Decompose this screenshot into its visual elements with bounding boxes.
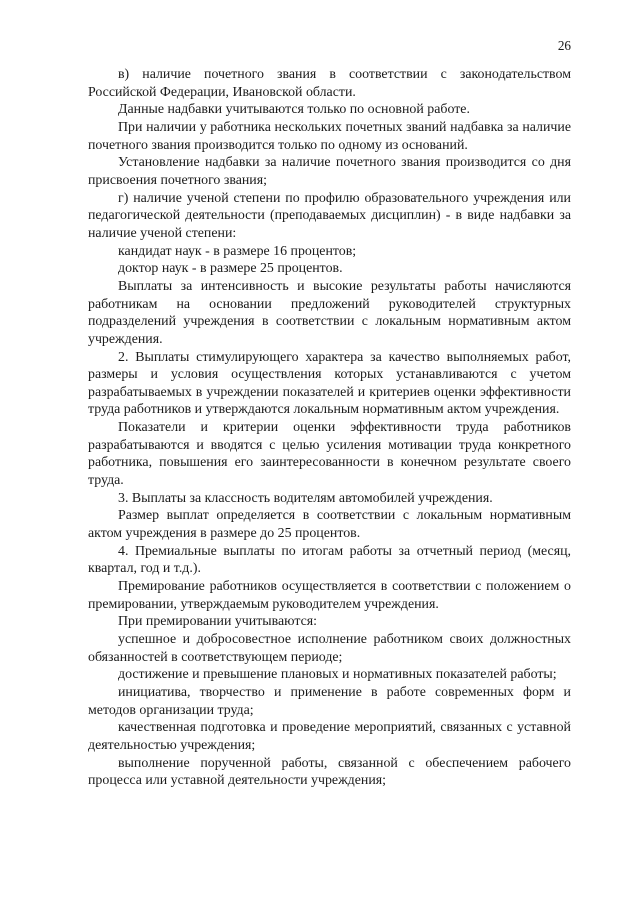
paragraph: При премировании учитываются: xyxy=(118,614,318,630)
paragraph: Премирование работников осуществляется в соответствии с положением о премировании, утверждаемым руководителем учреждения. xyxy=(88,579,571,612)
paragraph: г) наличие ученой степени по профилю образовательного учреждения или педагогической деятельности (преподаваемых дисциплин) - в виде надбавки за наличие ученой степени: xyxy=(88,190,571,241)
paragraph: При наличии у работника нескольких почетных званий надбавка за наличие почетного звания производится только по одному из оснований. xyxy=(88,119,571,153)
paragraph: успешное и добросовестное исполнение работником своих должностных обязанностей в соответствующем периоде; xyxy=(88,632,571,665)
paragraph: 3. Выплаты за классность водителям автомобилей учреждения. xyxy=(118,490,493,506)
paragraph: достижение и превышение плановых и нормативных показателей работы; xyxy=(118,667,557,683)
paragraph: Установление надбавки за наличие почетного звания производится со дня присвоения почетного звания; xyxy=(88,155,571,188)
paragraph: 4. Премиальные выплаты по итогам работы за отчетный период (месяц, квартал, год и т.д.). xyxy=(88,543,571,577)
paragraph: качественная подготовка и проведение мероприятий, связанных с уставной деятельностью учреждения; xyxy=(88,720,571,753)
paragraph: 2. Выплаты стимулирующего характера за качество выполняемых работ, размеры и условия осуществления которых устанавливаются с учетом разрабатываемых в учреждении показателей и критериев оценки эффективности труда работников и утверждаются локальным нормативным актом учреждения. xyxy=(88,349,571,418)
paragraph: Размер выплат определяется в соответствии с локальным нормативным актом учреждения в размере до 25 процентов. xyxy=(88,508,571,542)
paragraph: доктор наук - в размере 25 процентов. xyxy=(118,261,343,277)
page-number: 26 xyxy=(557,38,571,53)
paragraph: кандидат наук - в размере 16 процентов; xyxy=(118,243,357,259)
document-body xyxy=(88,66,571,790)
paragraph: Показатели и критерии оценки эффективности труда работников разрабатываются и вводятся с целью усиления мотивации труда конкретного работника, повышения его заинтересованности в конечном результате своего труда. xyxy=(88,420,571,489)
paragraph: инициатива, творчество и применение в работе современных форм и методов организации труда; xyxy=(88,684,571,718)
paragraph: Данные надбавки учитываются только по основной работе. xyxy=(118,102,470,118)
paragraph: выполнение порученной работы, связанной с обеспечением рабочего процесса или уставной деятельности учреждения; xyxy=(88,755,571,789)
paragraph: в) наличие почетного звания в соответствии с законодательством Российской Федерации, Ивановской области. xyxy=(88,67,571,100)
paragraph: Выплаты за интенсивность и высокие результаты работы начисляются работникам на основании предложений руководителей структурных подразделений учреждения в соответствии с локальным нормативным актом учреждения. xyxy=(88,278,571,347)
